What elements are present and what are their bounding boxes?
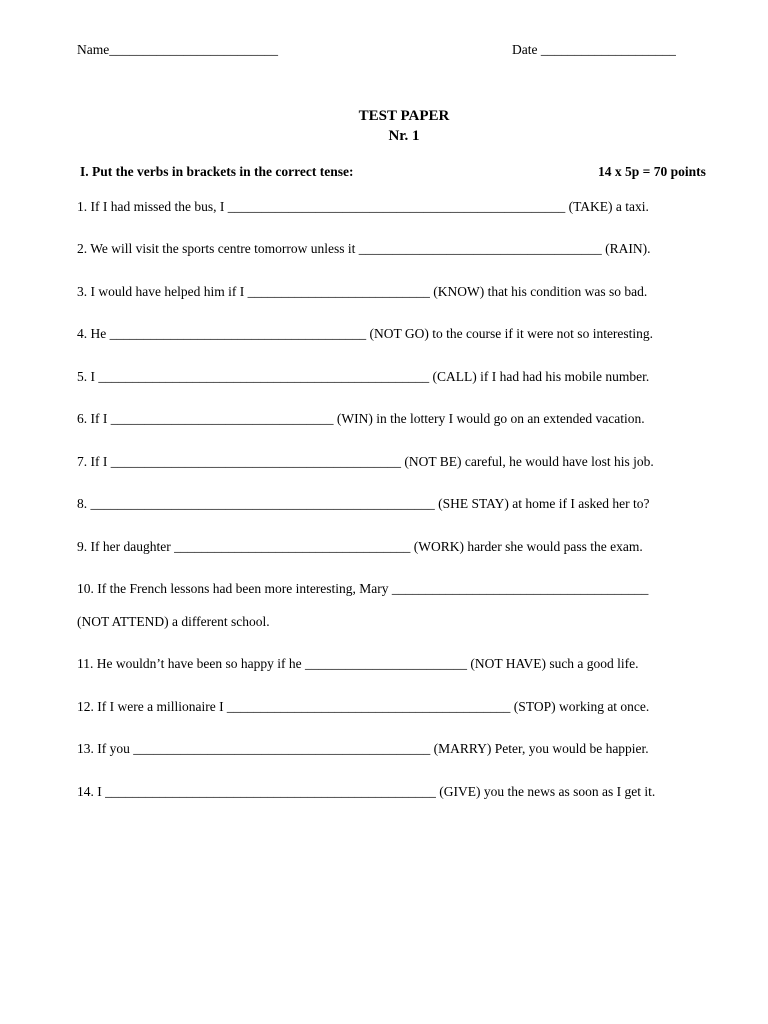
question-4: 4. He ______________________________________ (NOT GO) to the course if it were not so interesting. (77, 326, 654, 341)
question-10-continued: (NOT ATTEND) a different school. (77, 614, 270, 629)
question-10: 10. If the French lessons had been more interesting, Mary ______________________________________ (77, 581, 649, 596)
question-2: 2. We will visit the sports centre tomorrow unless it ____________________________________ (RAIN). (77, 241, 651, 256)
question-13: 13. If you ____________________________________________ (MARRY) Peter, you would be happier. (77, 741, 649, 756)
name-field[interactable]: Name_________________________ (77, 42, 278, 57)
question-6: 6. If I _________________________________ (WIN) in the lottery I would go on an extended vacation. (77, 411, 645, 426)
date-field[interactable]: Date ____________________ (512, 42, 676, 57)
question-1: 1. If I had missed the bus, I __________________________________________________ (TAKE) a taxi. (77, 199, 649, 214)
page-title: TEST PAPER (358, 108, 450, 124)
question-11: 11. He wouldn’t have been so happy if he ________________________ (NOT HAVE) such a good life. (77, 656, 639, 671)
page-subtitle: Nr. 1 (388, 128, 420, 144)
question-9: 9. If her daughter ___________________________________ (WORK) harder she would pass the exam. (77, 539, 643, 554)
question-12: 12. If I were a millionaire I __________________________________________ (STOP) working at once. (77, 699, 650, 714)
section-points: 14 x 5p = 70 points (598, 164, 706, 179)
question-7: 7. If I ___________________________________________ (NOT BE) careful, he would have lost his job. (77, 454, 654, 469)
question-3: 3. I would have helped him if I ___________________________ (KNOW) that his condition was so bad. (77, 284, 648, 299)
section-instruction: I. Put the verbs in brackets in the correct tense: (80, 164, 354, 179)
question-5: 5. I _________________________________________________ (CALL) if I had had his mobile number. (77, 369, 650, 384)
question-8: 8. ___________________________________________________ (SHE STAY) at home if I asked her to? (77, 496, 650, 511)
question-14: 14. I _________________________________________________ (GIVE) you the news as soon as I get it. (77, 784, 656, 799)
